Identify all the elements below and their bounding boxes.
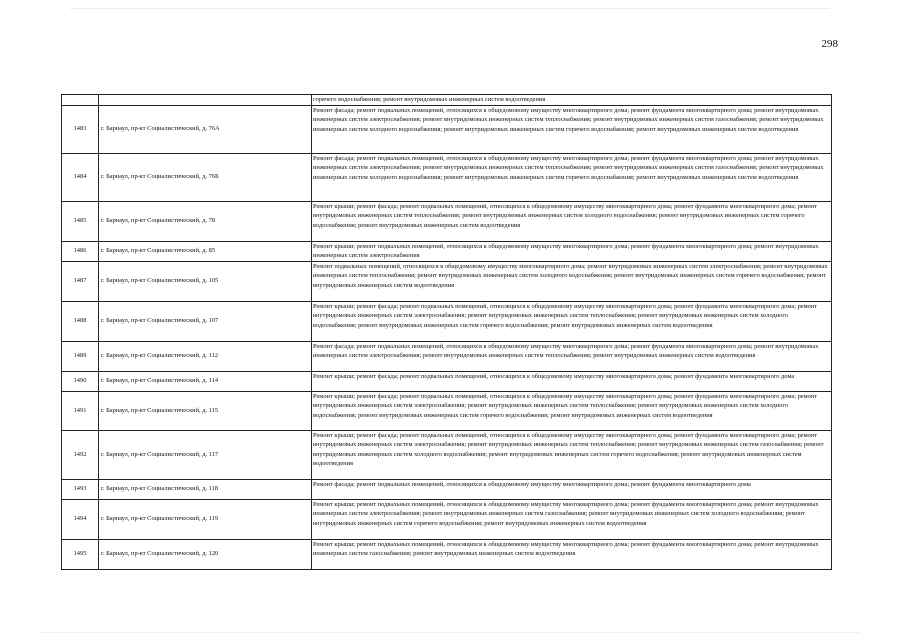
row-works: Ремонт крыши; ремонт фасада; ремонт подвальных помещений, относящихся к общедомовому имуществу многоквартирного дома; ремонт фундамента многоквартирного дома; ремонт внутридомовых инженерных систем электроснабжения; ремонт внутридомовых инженерных систем теплоснабжения; ремонт внутридомовых инженерных систем холодного водоснабжения; ремонт внутридомовых инженерных систем горячего водоснабжения; ремонт внутридомовых инженерных систем водоотведения bbox=[312, 391, 832, 430]
row-works: Ремонт крыши; ремонт подвальных помещений, относящихся к общедомовому имуществу многоквартирного дома; ремонт фундамента многоквартирного дома; ремонт внутридомовых инженерных систем газоснабжения; ремонт внутридомовых инженерных систем водоотведения bbox=[312, 539, 832, 569]
table-row bbox=[62, 105, 832, 153]
row-address: г. Барнаул, пр-кт Социалистический, д. 117 bbox=[99, 430, 312, 479]
row-number bbox=[62, 95, 99, 106]
row-works: Ремонт крыши; ремонт фасада; ремонт подвальных помещений, относящихся к общедомовому имуществу многоквартирного дома; ремонт фундамента многоквартирного дома bbox=[312, 371, 832, 391]
row-number: 1491 bbox=[62, 391, 99, 430]
table-row bbox=[62, 301, 832, 341]
row-address: г. Барнаул, пр-кт Социалистический, д. 85 bbox=[99, 241, 312, 261]
row-address: г. Барнаул, пр-кт Социалистический, д. 107 bbox=[99, 301, 312, 341]
row-works: Ремонт крыши; ремонт подвальных помещений, относящихся к общедомовому имуществу многоквартирного дома; ремонт фундамента многоквартирного дома; ремонт внутридомовых инженерных систем электроснабжения bbox=[312, 241, 832, 261]
row-number: 1490 bbox=[62, 371, 99, 391]
row-number: 1483 bbox=[62, 105, 99, 153]
table-row bbox=[62, 499, 832, 539]
row-number: 1495 bbox=[62, 539, 99, 569]
table-row bbox=[62, 479, 832, 499]
row-number: 1487 bbox=[62, 261, 99, 301]
table-row bbox=[62, 95, 832, 106]
row-number: 1485 bbox=[62, 201, 99, 241]
row-works: Ремонт крыши; ремонт фасада; ремонт подвальных помещений, относящихся к общедомовому имуществу многоквартирного дома; ремонт фундамента многоквартирного дома; ремонт внутридомовых инженерных систем электроснабжения; ремонт внутридомовых инженерных систем теплоснабжения; ремонт внутридомовых инженерных систем газоснабжения; ремонт внутридомовых инженерных систем холодного водоснабжения; ремонт внутридомовых инженерных систем горячего водоснабжения; ремонт внутридомовых инженерных систем водоотведения bbox=[312, 430, 832, 479]
row-address: г. Барнаул, пр-кт Социалистический, д. 119 bbox=[99, 499, 312, 539]
table-row bbox=[62, 430, 832, 479]
row-address: г. Барнаул, пр-кт Социалистический, д. 105 bbox=[99, 261, 312, 301]
scan-artifact-bottom bbox=[40, 632, 860, 633]
row-number: 1488 bbox=[62, 301, 99, 341]
row-address: г. Барнаул, пр-кт Социалистический, д. 78 bbox=[99, 201, 312, 241]
row-number: 1494 bbox=[62, 499, 99, 539]
row-number: 1489 bbox=[62, 341, 99, 371]
row-address: г. Барнаул, пр-кт Социалистический, д. 76А bbox=[99, 105, 312, 153]
row-address: г. Барнаул, пр-кт Социалистический, д. 76Б bbox=[99, 153, 312, 201]
row-address: г. Барнаул, пр-кт Социалистический, д. 112 bbox=[99, 341, 312, 371]
row-address: г. Барнаул, пр-кт Социалистический, д. 120 bbox=[99, 539, 312, 569]
row-works: Ремонт крыши; ремонт фасада; ремонт подвальных помещений, относящихся к общедомовому имуществу многоквартирного дома; ремонт фундамента многоквартирного дома; ремонт внутридомовых инженерных систем электроснабжения; ремонт внутридомовых инженерных систем теплоснабжения; ремонт внутридомовых инженерных систем холодного водоснабжения; ремонт внутридомовых инженерных систем горячего водоснабжения; ремонт внутридомовых инженерных систем водоотведения bbox=[312, 301, 832, 341]
row-address bbox=[99, 95, 312, 106]
row-works: Ремонт крыши; ремонт фасада; ремонт подвальных помещений, относящихся к общедомовому имуществу многоквартирного дома; ремонт фундамента многоквартирного дома; ремонт внутридомовых инженерных систем теплоснабжения; ремонт внутридомовых инженерных систем холодного водоснабжения; ремонт внутридомовых инженерных систем горячего водоснабжения; ремонт внутридомовых инженерных систем водоотведения bbox=[312, 201, 832, 241]
row-works: Ремонт фасада; ремонт подвальных помещений, относящихся к общедомовому имуществу многоквартирного дома; ремонт фундамента многоквартирного дома; ремонт внутридомовых инженерных систем электроснабжения; ремонт внутридомовых инженерных систем теплоснабжения; ремонт внутридомовых инженерных систем водоотведения bbox=[312, 341, 832, 371]
row-works: Ремонт фасада; ремонт подвальных помещений, относящихся к общедомовому имуществу многоквартирного дома; ремонт фундамента многоквартирного дома; ремонт внутридомовых инженерных систем электроснабжения; ремонт внутридомовых инженерных систем теплоснабжения; ремонт внутридомовых инженерных систем газоснабжения; ремонт внутридомовых инженерных систем холодного водоснабжения; ремонт внутридомовых инженерных систем горячего водоснабжения; ремонт внутридомовых инженерных систем водоотведения bbox=[312, 105, 832, 153]
page-number: 298 bbox=[821, 38, 838, 50]
table-row bbox=[62, 153, 832, 201]
table-row bbox=[62, 539, 832, 569]
row-number: 1493 bbox=[62, 479, 99, 499]
table-row bbox=[62, 371, 832, 391]
row-works: Ремонт фасада; ремонт подвальных помещений, относящихся к общедомовому имуществу многоквартирного дома; ремонт фундамента многоквартирного дома bbox=[312, 479, 832, 499]
table-row bbox=[62, 261, 832, 301]
row-works: горячего водоснабжения; ремонт внутридомовых инженерных систем водоотведения bbox=[312, 95, 832, 106]
row-address: г. Барнаул, пр-кт Социалистический, д. 118 bbox=[99, 479, 312, 499]
row-works: Ремонт фасада; ремонт подвальных помещений, относящихся к общедомовому имуществу многоквартирного дома; ремонт фундамента многоквартирного дома; ремонт внутридомовых инженерных систем электроснабжения; ремонт внутридомовых инженерных систем теплоснабжения; ремонт внутридомовых инженерных систем газоснабжения; ремонт внутридомовых инженерных систем холодного водоснабжения; ремонт внутридомовых инженерных систем горячего водоснабжения; ремонт внутридомовых инженерных систем водоотведения bbox=[312, 153, 832, 201]
row-number: 1486 bbox=[62, 241, 99, 261]
table-row bbox=[62, 341, 832, 371]
row-address: г. Барнаул, пр-кт Социалистический, д. 114 bbox=[99, 371, 312, 391]
table-row bbox=[62, 391, 832, 430]
table-row bbox=[62, 201, 832, 241]
row-number: 1484 bbox=[62, 153, 99, 201]
row-number: 1492 bbox=[62, 430, 99, 479]
row-works: Ремонт крыши; ремонт подвальных помещений, относящихся к общедомовому имуществу многоквартирного дома; ремонт фундамента многоквартирного дома; ремонт внутридомовых инженерных систем электроснабжения; ремонт внутридомовых инженерных систем газоснабжения; ремонт внутридомовых инженерных систем холодного водоснабжения; ремонт внутридомовых инженерных систем горячего водоснабжения; ремонт внутридомовых инженерных систем водоотведения bbox=[312, 499, 832, 539]
row-address: г. Барнаул, пр-кт Социалистический, д. 115 bbox=[99, 391, 312, 430]
repair-works-table bbox=[61, 94, 832, 570]
scan-artifact-top bbox=[70, 8, 830, 9]
table-row bbox=[62, 241, 832, 261]
row-works: Ремонт подвальных помещений, относящихся к общедомовому имуществу многоквартирного дома; ремонт внутридомовых инженерных систем электроснабжения; ремонт внутридомовых инженерных систем теплоснабжения; ремонт внутридомовых инженерных систем холодного водоснабжения; ремонт внутридомовых инженерных систем горячего водоснабжения; ремонт внутридомовых инженерных систем водоотведения bbox=[312, 261, 832, 301]
